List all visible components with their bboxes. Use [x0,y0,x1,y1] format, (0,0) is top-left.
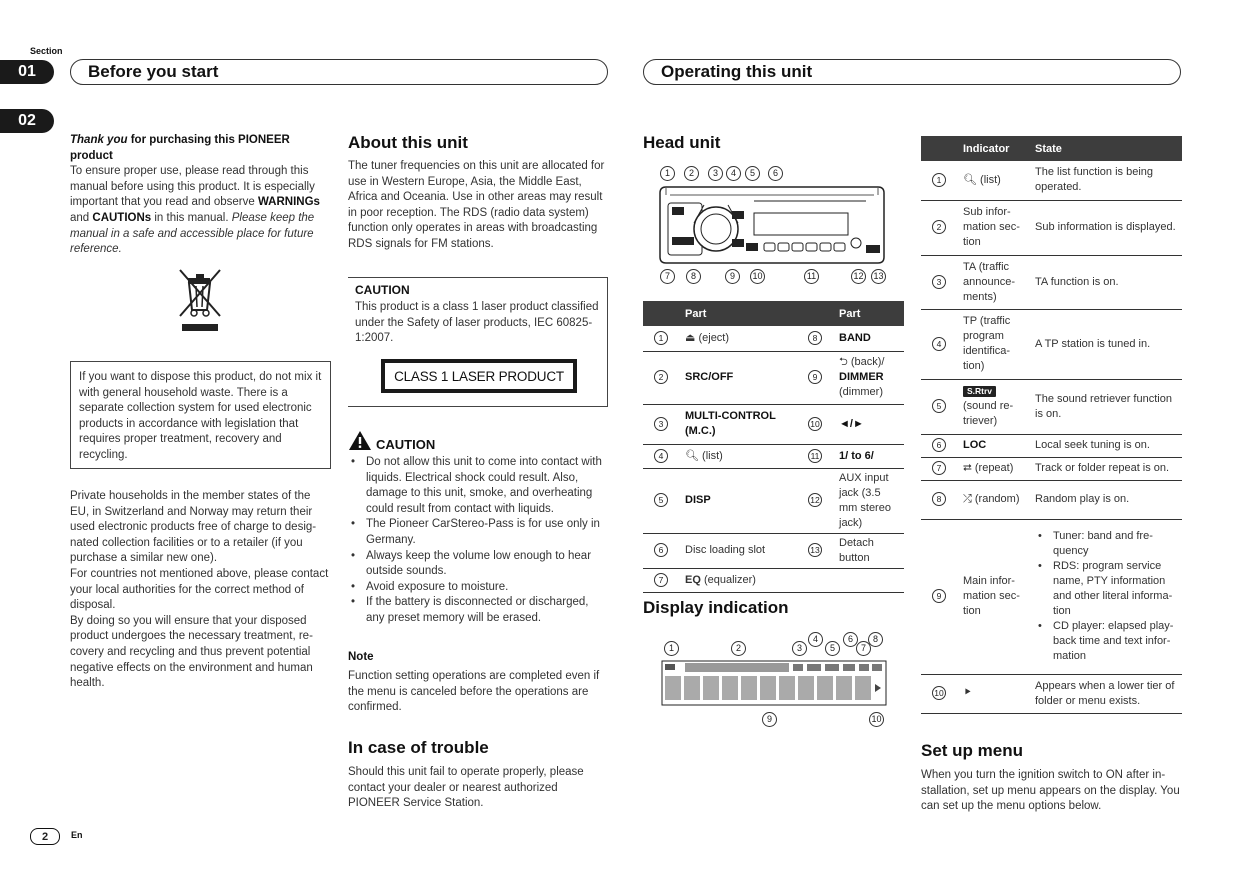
row-number [921,161,957,200]
callout-number: 11 [804,269,819,284]
state-cell: Sub information is displayed. [1029,200,1182,255]
state-cell: Track or folder repeat is on. [1029,457,1182,480]
intro-b: and [70,211,93,224]
circled-number: 11 [808,449,822,463]
circled-number: 6 [654,543,668,557]
indicator-label: (repeat) [974,462,1014,474]
table-row [921,519,1182,674]
part-cell: Detach button [833,533,904,568]
callout-number: 6 [843,632,858,647]
caution-item: • If the battery is disconnected or discharged, any preset memory will be erased. [348,595,610,626]
indicator-cell [957,161,1029,200]
row-number [643,444,679,468]
state-cell [1029,519,1182,674]
indicator-cell: TP (traffic program identification) [957,309,1029,379]
row-number [797,568,833,592]
caution-item: • Avoid exposure to moisture. [348,580,610,596]
table-row [921,161,1182,200]
callout-number: 3 [708,166,723,181]
state-list [1035,529,1176,664]
repeat-icon: ⮂ [963,462,972,474]
callout-number: 8 [686,269,701,284]
row-number [921,200,957,255]
part-cell [679,568,797,592]
callout-number: 6 [768,166,783,181]
circled-number: 8 [808,331,822,345]
row-number [921,309,957,379]
page-number: 2 [30,828,60,845]
circled-number: 3 [654,417,668,431]
indicator-table-header [921,136,1182,161]
header-cell [921,136,957,161]
caution-item: • Do not allow this unit to come into contact with liquids. Electrical shock could result. Also, damage to this unit, smoke, and overheating could result from contact with liquids. [348,455,610,517]
header-cell: Indicator [957,136,1029,161]
circled-number: 6 [932,438,946,452]
random-icon: ⤮ [963,493,972,505]
head-unit-title: Head unit [643,133,721,152]
indicator-cell: Sub information section [957,200,1029,255]
state-cell: Local seek tuning is on. [1029,434,1182,457]
row-number [643,568,679,592]
row-number [921,434,957,457]
callout-number: 10 [750,269,765,284]
table-row [643,568,904,592]
intro-block [70,133,332,258]
circled-number: 5 [654,493,668,507]
setup-menu-title: Set up menu [921,741,1024,760]
part-cell: ◄/► [833,404,904,444]
table-row [921,674,1182,713]
cautions-word: CAUTIONs [92,211,152,224]
row-number [921,674,957,713]
part-cell [679,404,797,444]
part-cell [833,568,904,592]
part-label: (dimmer) [839,386,883,398]
row-number [921,255,957,309]
row-number [921,457,957,480]
list-icon: 🔍︎ [963,173,977,186]
about-unit-text: The tuner frequencies on this unit are allocated for use in Western Europe, Asia, the Middle East, Africa and Oceania. Use in other areas may result in poor reception. The RDS (radio data system) function only operates in areas with broadcasting RDS signals for FM stations. [348,160,605,250]
circled-number: 9 [932,589,946,603]
section-label: Section [30,46,63,56]
indicator-label: (sound retriever) [963,400,1014,427]
circled-number: 3 [932,275,946,289]
dispose-notice-text: If you want to dispose this product, do not mix it with general household waste. There is a separate collection system for used electronic products in accordance with legislation that requires proper treatment, recovery and recycling. [79,371,322,461]
dispose-notice-box [70,361,331,469]
part-cell: DISP [679,468,797,533]
state-cell: The list function is being operated. [1029,161,1182,200]
para-private-households: Private households in the member states of the EU, in Switzerland and Norway may return their used electronic products free of charge to designated collection facilities or to a retailer (if you purchase a similar new one). [70,490,317,565]
warnings-word: WARNINGs [257,196,320,209]
thanks-emphasis: Thank you [70,134,128,146]
table-row [643,351,904,404]
callout-number: 5 [825,641,840,656]
indicator-cell: Main information section [957,519,1029,674]
thanks-line [70,133,332,164]
section-tab-02[interactable]: 02 [0,109,54,133]
state-cell: Random play is on. [1029,480,1182,519]
head-unit-illustration [656,183,888,267]
row-number [921,379,957,434]
circled-number: 7 [932,461,946,475]
row-number [643,404,679,444]
circled-number: 2 [654,370,668,384]
caution-item: • Always keep the volume low enough to hear outside sounds. [348,549,610,580]
part-label: (equalizer) [703,573,756,586]
laser-product-label [381,359,577,393]
part-cell: 1/ to 6/ [833,444,904,468]
header-cell: Part [833,301,904,326]
indicator-label: (random) [974,493,1020,505]
state-list-item: • CD player: elapsed playback time and text information [1035,619,1176,664]
caution-list-block [348,455,610,627]
circled-number: 1 [654,331,668,345]
callout-number: 2 [684,166,699,181]
header-cell: State [1029,136,1182,161]
part-cell: Disc loading slot [679,533,797,568]
laser-caution-title: CAUTION [355,283,410,297]
caution-title: CAUTION [376,437,436,452]
state-cell: The sound retriever function is on. [1029,379,1182,434]
part-label-bold: (M.C.) [685,425,716,437]
row-number [797,326,833,351]
callout-number: 2 [731,641,746,656]
state-cell: Appears when a lower tier of folder or menu exists. [1029,674,1182,713]
row-number [797,404,833,444]
caution-list [348,455,610,627]
disposal-paragraphs [70,489,332,692]
indicator-cell [957,674,1029,713]
callout-number: 8 [868,632,883,647]
callout-number: 7 [660,269,675,284]
part-cell: AUX input jack (3.5 mm stereo jack) [833,468,904,533]
part-cell [833,351,904,404]
laser-caution-text: This product is a class 1 laser product classified under the Safety of laser products, IEC 60825-1:2007. [355,301,599,345]
state-list-item: • RDS: program service name, PTY information and other literal information [1035,559,1176,619]
state-list-item: • Tuner: band and frequency [1035,529,1176,559]
part-cell: BAND [833,326,904,351]
circled-number: 8 [932,492,946,506]
part-label: (back)/ [850,356,885,368]
indicator-label: (list) [980,173,1001,186]
table-row [921,480,1182,519]
state-cell: A TP station is tuned in. [1029,309,1182,379]
circled-number: 12 [808,493,822,507]
callout-number: 4 [726,166,741,181]
part-label-bold: DIMMER [839,371,884,383]
section-tab-01[interactable]: 01 [0,60,54,84]
part-cell [679,444,797,468]
row-number [921,480,957,519]
note-title: Note [348,651,374,663]
parts-table [643,301,904,593]
setup-menu-text: When you turn the ignition switch to ON after installation, set up menu appears on the display. You can set up the menu options below. [921,769,1180,813]
warning-triangle-icon [348,430,372,451]
circled-number: 4 [654,449,668,463]
equalizer-icon: EQ [685,573,701,586]
indicator-cell: LOC [957,434,1029,457]
circled-number: 10 [932,686,946,700]
callout-number: 9 [725,269,740,284]
display-illustration [661,660,887,706]
intro-c: in this manual. [151,211,232,224]
circled-number: 4 [932,337,946,351]
circled-number: 13 [808,543,822,557]
table-row [921,309,1182,379]
callout-number: 1 [664,641,679,656]
table-row [921,457,1182,480]
indicator-cell [957,480,1029,519]
header-cell [643,301,679,326]
header-before-you-start: Before you start [70,59,608,85]
row-number [797,444,833,468]
circled-number: 10 [808,417,822,431]
row-number [797,351,833,404]
thanks-rest: for purchasing this PIONEER product [70,134,290,162]
about-unit-title: About this unit [348,133,468,152]
table-row [921,255,1182,309]
part-cell: SRC/OFF [679,351,797,404]
search-icon: 🔍︎ [685,449,699,462]
trouble-title: In case of trouble [348,738,489,757]
callout-number: 12 [851,269,866,284]
circled-number: 5 [932,399,946,413]
laser-product-label-text: CLASS 1 LASER PRODUCT [385,363,573,389]
indicator-cell [957,457,1029,480]
para-by-doing-so: By doing so you will ensure that your disposed product undergoes the necessary treatment, recovery and recycling and thus prevent potential negative effects on the environment and human health. [70,614,313,690]
display-indication-title: Display indication [643,598,789,617]
table-row [921,200,1182,255]
eject-icon: ⏏ [685,331,696,344]
row-number [797,468,833,533]
trouble-text: Should this unit fail to operate properly, please contact your dealer or nearest authorized PIONEER Service Station. [348,766,584,810]
row-number [643,533,679,568]
table-row [921,379,1182,434]
part-label-bold: MULTI-CONTROL [685,410,776,422]
header-cell: Part [679,301,797,326]
table-row [643,533,904,568]
row-number [643,468,679,533]
row-number [797,533,833,568]
callout-number: 4 [808,632,823,647]
callout-number: 1 [660,166,675,181]
intro-a: To ensure proper use, please read through this manual before using this product. It is especially important that you read and observe [70,165,315,209]
sound-retriever-badge: S.Rtrv [963,386,996,397]
circled-number: 2 [932,220,946,234]
indicator-table [921,136,1182,714]
callout-number: 13 [871,269,886,284]
part-label: (eject) [698,331,730,344]
folder-tier-icon: ⯈ [963,687,972,699]
part-cell [679,326,797,351]
part-label: (list) [702,449,723,462]
table-row [643,404,904,444]
circled-number: 1 [932,173,946,187]
callout-number: 3 [792,641,807,656]
para-other-countries: For countries not mentioned above, please contact your local authorities for the correct method of disposal. [70,567,329,612]
note-text: Function setting operations are completed even if the menu is canceled before the operations are confirmed. [348,670,600,714]
table-row [921,434,1182,457]
intro-paragraph [70,164,332,258]
parts-table-header [643,301,904,326]
indicator-cell: TA (traffic announcements) [957,255,1029,309]
callout-number: 9 [762,712,777,727]
indicator-cell [957,379,1029,434]
caution-item: • The Pioneer CarStereo-Pass is for use only in Germany. [348,517,610,548]
intro-emphasis: Please keep the manual in a safe and accessible place for future reference. [70,211,315,256]
circled-number: 7 [654,573,668,587]
callout-number: 5 [745,166,760,181]
header-cell [797,301,833,326]
table-row [643,468,904,533]
row-number [643,351,679,404]
callout-number: 10 [869,712,884,727]
back-arrow-icon: ⮌ [839,356,848,368]
table-row [643,326,904,351]
language-label: En [71,830,83,840]
header-operating-this-unit: Operating this unit [643,59,1181,85]
crossed-bin-icon [176,268,224,334]
callout-number: 7 [856,641,871,656]
row-number [921,519,957,674]
state-cell: TA function is on. [1029,255,1182,309]
row-number [643,326,679,351]
circled-number: 9 [808,370,822,384]
table-row [643,444,904,468]
